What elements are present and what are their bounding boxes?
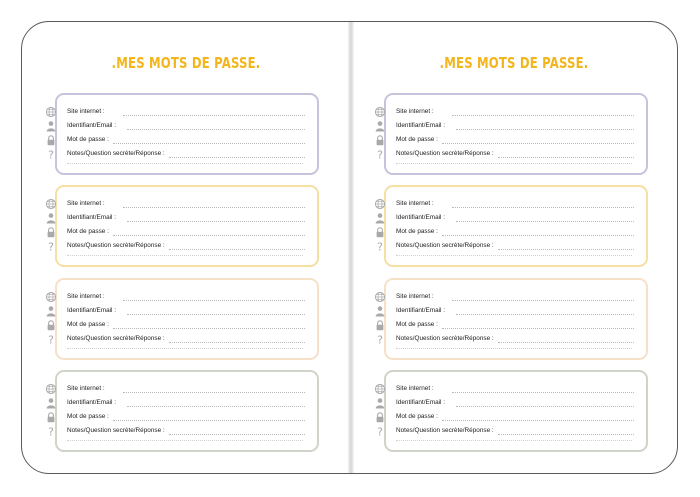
field-label-website: Site internet :: [396, 200, 434, 207]
field-label-notes: Notes/Question secrète/Réponse :: [396, 427, 494, 434]
padlock-icon: [374, 225, 386, 237]
password-entry-card: [377, 93, 648, 175]
question-mark-icon: [45, 147, 57, 159]
password-entry-card: [377, 370, 648, 452]
field-row-password: [396, 227, 640, 241]
field-row-website: [396, 292, 640, 306]
field-label-login: Identifiant/Email :: [67, 122, 117, 129]
person-icon: [374, 119, 386, 131]
person-icon: [374, 396, 386, 408]
field-row-website: [396, 199, 640, 213]
field-row-website: [67, 107, 311, 121]
field-row-login: [396, 121, 640, 135]
svg-text:?: ?: [377, 425, 383, 437]
write-in-line[interactable]: [452, 392, 634, 393]
globe-icon: [45, 105, 57, 117]
svg-text:?: ?: [48, 148, 54, 160]
globe-icon: [374, 290, 386, 302]
write-in-line[interactable]: [498, 157, 634, 158]
field-label-website: Site internet :: [67, 293, 105, 300]
field-row-password: [67, 135, 311, 149]
write-in-line[interactable]: [456, 406, 634, 407]
field-label-website: Site internet :: [67, 385, 105, 392]
globe-icon: [45, 197, 57, 209]
write-in-line[interactable]: [442, 235, 634, 236]
field-row-password: [67, 412, 311, 426]
field-row-notes: [377, 240, 640, 255]
svg-text:?: ?: [377, 240, 383, 252]
write-in-line[interactable]: [169, 342, 305, 343]
padlock-icon: [45, 410, 57, 422]
field-row-notes: [48, 148, 311, 163]
padlock-icon: [45, 318, 57, 330]
field-row-password: [396, 412, 640, 426]
field-row-password: [396, 135, 640, 149]
question-mark-icon: [374, 332, 386, 344]
padlock-icon: [374, 133, 386, 145]
question-mark-icon: [374, 424, 386, 436]
padlock-icon: [374, 410, 386, 422]
field-label-website: Site internet :: [67, 200, 105, 207]
svg-text:?: ?: [377, 148, 383, 160]
write-in-line[interactable]: [113, 328, 305, 329]
write-in-line[interactable]: [127, 221, 305, 222]
write-in-line[interactable]: [456, 129, 634, 130]
password-entry-card: [48, 185, 319, 267]
field-row-website: [396, 384, 640, 398]
field-row-login: [396, 306, 640, 320]
question-mark-icon: [45, 332, 57, 344]
write-in-line[interactable]: [442, 328, 634, 329]
write-in-line[interactable]: [498, 434, 634, 435]
field-row-notes: [377, 425, 640, 440]
field-label-login: Identifiant/Email :: [396, 214, 446, 221]
question-mark-icon: [45, 424, 57, 436]
field-label-website: Site internet :: [396, 108, 434, 115]
left-page: [22, 22, 350, 473]
field-label-notes: Notes/Question secrète/Réponse :: [396, 242, 494, 249]
notes-extra-line[interactable]: [67, 163, 303, 164]
person-icon: [45, 119, 57, 131]
field-label-password: Mot de passe :: [67, 413, 109, 420]
password-entry-card: [377, 278, 648, 360]
field-row-login: [396, 398, 640, 412]
notebook-spread: [21, 21, 678, 474]
write-in-line[interactable]: [169, 157, 305, 158]
padlock-icon: [374, 318, 386, 330]
page-title: .MES MOTS DE PASSE.: [111, 54, 261, 72]
write-in-line[interactable]: [456, 314, 634, 315]
write-in-line[interactable]: [452, 207, 634, 208]
field-label-password: Mot de passe :: [67, 136, 109, 143]
field-label-login: Identifiant/Email :: [396, 307, 446, 314]
right-page: [350, 22, 678, 473]
write-in-line[interactable]: [452, 300, 634, 301]
write-in-line[interactable]: [113, 420, 305, 421]
person-icon: [45, 304, 57, 316]
write-in-line[interactable]: [127, 406, 305, 407]
write-in-line[interactable]: [123, 392, 305, 393]
field-label-notes: Notes/Question secrète/Réponse :: [67, 150, 165, 157]
page-title: .MES MOTS DE PASSE.: [439, 54, 589, 72]
field-label-password: Mot de passe :: [67, 228, 109, 235]
field-label-login: Identifiant/Email :: [67, 214, 117, 221]
field-row-password: [396, 320, 640, 334]
svg-text:?: ?: [48, 240, 54, 252]
password-entry-card: [48, 93, 319, 175]
notes-extra-line[interactable]: [396, 348, 632, 349]
notes-extra-line[interactable]: [67, 255, 303, 256]
write-in-line[interactable]: [442, 143, 634, 144]
field-label-password: Mot de passe :: [396, 228, 438, 235]
notes-extra-line[interactable]: [67, 440, 303, 441]
field-row-login: [67, 398, 311, 412]
field-row-login: [67, 121, 311, 135]
field-label-password: Mot de passe :: [396, 413, 438, 420]
globe-icon: [374, 382, 386, 394]
write-in-line[interactable]: [123, 207, 305, 208]
write-in-line[interactable]: [498, 342, 634, 343]
field-row-website: [396, 107, 640, 121]
svg-text:?: ?: [377, 333, 383, 345]
write-in-line[interactable]: [442, 420, 634, 421]
field-row-password: [67, 320, 311, 334]
field-label-login: Identifiant/Email :: [396, 399, 446, 406]
globe-icon: [45, 382, 57, 394]
field-label-password: Mot de passe :: [396, 321, 438, 328]
write-in-line[interactable]: [456, 221, 634, 222]
field-row-website: [67, 199, 311, 213]
field-label-website: Site internet :: [396, 385, 434, 392]
field-label-password: Mot de passe :: [67, 321, 109, 328]
field-label-notes: Notes/Question secrète/Réponse :: [67, 242, 165, 249]
field-label-notes: Notes/Question secrète/Réponse :: [396, 150, 494, 157]
field-label-login: Identifiant/Email :: [396, 122, 446, 129]
field-label-login: Identifiant/Email :: [67, 399, 117, 406]
write-in-line[interactable]: [452, 115, 634, 116]
field-label-password: Mot de passe :: [396, 136, 438, 143]
field-row-notes: [377, 148, 640, 163]
write-in-line[interactable]: [113, 143, 305, 144]
svg-text:?: ?: [48, 333, 54, 345]
field-label-website: Site internet :: [67, 108, 105, 115]
field-label-notes: Notes/Question secrète/Réponse :: [67, 427, 165, 434]
field-label-notes: Notes/Question secrète/Réponse :: [396, 335, 494, 342]
field-row-notes: [48, 333, 311, 348]
svg-text:?: ?: [48, 425, 54, 437]
padlock-icon: [45, 225, 57, 237]
person-icon: [45, 396, 57, 408]
field-row-password: [67, 227, 311, 241]
field-label-notes: Notes/Question secrète/Réponse :: [67, 335, 165, 342]
notes-extra-line[interactable]: [396, 163, 632, 164]
field-row-website: [67, 384, 311, 398]
field-row-login: [67, 306, 311, 320]
globe-icon: [374, 197, 386, 209]
person-icon: [374, 304, 386, 316]
field-row-notes: [377, 333, 640, 348]
notes-extra-line[interactable]: [396, 255, 632, 256]
globe-icon: [45, 290, 57, 302]
password-entry-card: [48, 278, 319, 360]
question-mark-icon: [45, 239, 57, 251]
field-row-login: [67, 213, 311, 227]
write-in-line[interactable]: [498, 249, 634, 250]
field-row-website: [67, 292, 311, 306]
write-in-line[interactable]: [169, 434, 305, 435]
field-label-login: Identifiant/Email :: [67, 307, 117, 314]
write-in-line[interactable]: [127, 129, 305, 130]
write-in-line[interactable]: [169, 249, 305, 250]
notes-extra-line[interactable]: [67, 348, 303, 349]
question-mark-icon: [374, 239, 386, 251]
person-icon: [374, 211, 386, 223]
field-row-notes: [48, 425, 311, 440]
globe-icon: [374, 105, 386, 117]
write-in-line[interactable]: [123, 300, 305, 301]
padlock-icon: [45, 133, 57, 145]
person-icon: [45, 211, 57, 223]
field-row-login: [396, 213, 640, 227]
write-in-line[interactable]: [127, 314, 305, 315]
write-in-line[interactable]: [113, 235, 305, 236]
write-in-line[interactable]: [123, 115, 305, 116]
password-entry-card: [48, 370, 319, 452]
question-mark-icon: [374, 147, 386, 159]
field-row-notes: [48, 240, 311, 255]
field-label-website: Site internet :: [396, 293, 434, 300]
notes-extra-line[interactable]: [396, 440, 632, 441]
password-entry-card: [377, 185, 648, 267]
